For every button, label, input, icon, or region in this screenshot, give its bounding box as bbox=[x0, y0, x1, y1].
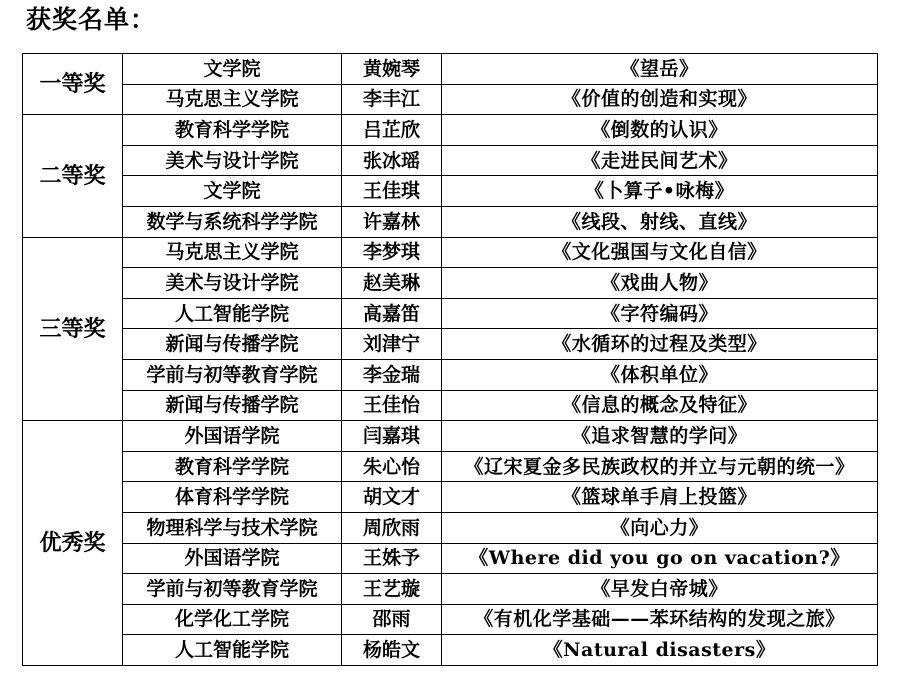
work-title-cell: 《信息的概念及特征》 bbox=[442, 390, 878, 421]
college-cell: 美术与设计学院 bbox=[123, 145, 342, 176]
winner-name-cell: 张冰瑶 bbox=[342, 145, 442, 176]
winner-name-cell: 李金瑞 bbox=[342, 359, 442, 390]
college-cell: 马克思主义学院 bbox=[123, 84, 342, 115]
table-row bbox=[23, 512, 878, 543]
winner-name-cell: 朱心怡 bbox=[342, 451, 442, 482]
winner-name-cell: 邵雨 bbox=[342, 604, 442, 635]
table-row bbox=[23, 421, 878, 452]
table-row bbox=[23, 635, 878, 666]
work-title-cell: 《早发白帝城》 bbox=[442, 574, 878, 605]
winner-name-cell: 刘津宁 bbox=[342, 329, 442, 360]
winner-name-cell: 高嘉笛 bbox=[342, 298, 442, 329]
college-cell: 人工智能学院 bbox=[123, 635, 342, 666]
college-cell: 文学院 bbox=[123, 176, 342, 207]
college-cell: 学前与初等教育学院 bbox=[123, 574, 342, 605]
college-cell: 体育科学学院 bbox=[123, 482, 342, 513]
work-title-cell: 《卜算子•咏梅》 bbox=[442, 176, 878, 207]
table-row bbox=[23, 298, 878, 329]
winner-name-cell: 胡文才 bbox=[342, 482, 442, 513]
winner-name-cell: 闫嘉琪 bbox=[342, 421, 442, 452]
work-title-cell: 《追求智慧的学问》 bbox=[442, 421, 878, 452]
table-row bbox=[23, 390, 878, 421]
work-title-cell: 《文化强国与文化自信》 bbox=[442, 237, 878, 268]
winner-name-cell: 吕芷欣 bbox=[342, 115, 442, 146]
table-row bbox=[23, 84, 878, 115]
college-cell: 美术与设计学院 bbox=[123, 268, 342, 299]
work-title-cell: 《有机化学基础——苯环结构的发现之旅》 bbox=[442, 604, 878, 635]
work-title-cell: 《走进民间艺术》 bbox=[442, 145, 878, 176]
winner-name-cell: 周欣雨 bbox=[342, 512, 442, 543]
table-row bbox=[23, 115, 878, 146]
awards-table-body bbox=[23, 54, 878, 666]
work-title-cell: 《字符编码》 bbox=[442, 298, 878, 329]
work-title-cell: 《辽宋夏金多民族政权的并立与元朝的统一》 bbox=[442, 451, 878, 482]
award-level-cell: 优秀奖 bbox=[23, 421, 123, 666]
college-cell: 文学院 bbox=[123, 54, 342, 85]
table-row bbox=[23, 329, 878, 360]
awards-table bbox=[22, 53, 878, 666]
winner-name-cell: 王姝予 bbox=[342, 543, 442, 574]
table-row bbox=[23, 54, 878, 85]
college-cell: 数学与系统科学学院 bbox=[123, 206, 342, 237]
winner-name-cell: 黄婉琴 bbox=[342, 54, 442, 85]
college-cell: 马克思主义学院 bbox=[123, 237, 342, 268]
table-row bbox=[23, 268, 878, 299]
work-title-cell: 《价值的创造和实现》 bbox=[442, 84, 878, 115]
award-level-cell: 二等奖 bbox=[23, 115, 123, 237]
college-cell: 外国语学院 bbox=[123, 543, 342, 574]
work-title-cell: 《Where did you go on vacation?》 bbox=[442, 543, 878, 574]
winner-name-cell: 王佳琪 bbox=[342, 176, 442, 207]
college-cell: 学前与初等教育学院 bbox=[123, 359, 342, 390]
college-cell: 人工智能学院 bbox=[123, 298, 342, 329]
work-title-cell: 《倒数的认识》 bbox=[442, 115, 878, 146]
work-title-cell: 《体积单位》 bbox=[442, 359, 878, 390]
page-title: 获奖名单： bbox=[26, 5, 157, 34]
table-row bbox=[23, 574, 878, 605]
work-title-cell: 《篮球单手肩上投篮》 bbox=[442, 482, 878, 513]
college-cell: 教育科学学院 bbox=[123, 451, 342, 482]
college-cell: 化学化工学院 bbox=[123, 604, 342, 635]
work-title-cell: 《Natural disasters》 bbox=[442, 635, 878, 666]
work-title-cell: 《线段、射线、直线》 bbox=[442, 206, 878, 237]
table-row bbox=[23, 176, 878, 207]
college-cell: 物理科学与技术学院 bbox=[123, 512, 342, 543]
college-cell: 外国语学院 bbox=[123, 421, 342, 452]
winner-name-cell: 李丰江 bbox=[342, 84, 442, 115]
table-row bbox=[23, 543, 878, 574]
college-cell: 教育科学学院 bbox=[123, 115, 342, 146]
work-title-cell: 《水循环的过程及类型》 bbox=[442, 329, 878, 360]
table-row bbox=[23, 359, 878, 390]
winner-name-cell: 许嘉林 bbox=[342, 206, 442, 237]
winner-name-cell: 王艺璇 bbox=[342, 574, 442, 605]
winner-name-cell: 李梦琪 bbox=[342, 237, 442, 268]
table-row bbox=[23, 451, 878, 482]
winner-name-cell: 王佳怡 bbox=[342, 390, 442, 421]
winner-name-cell: 杨皓文 bbox=[342, 635, 442, 666]
work-title-cell: 《戏曲人物》 bbox=[442, 268, 878, 299]
table-row bbox=[23, 604, 878, 635]
winner-name-cell: 赵美琳 bbox=[342, 268, 442, 299]
table-row bbox=[23, 206, 878, 237]
college-cell: 新闻与传播学院 bbox=[123, 390, 342, 421]
table-row bbox=[23, 145, 878, 176]
work-title-cell: 《向心力》 bbox=[442, 512, 878, 543]
table-row bbox=[23, 237, 878, 268]
college-cell: 新闻与传播学院 bbox=[123, 329, 342, 360]
award-level-cell: 三等奖 bbox=[23, 237, 123, 421]
work-title-cell: 《望岳》 bbox=[442, 54, 878, 85]
table-row bbox=[23, 482, 878, 513]
award-level-cell: 一等奖 bbox=[23, 54, 123, 115]
